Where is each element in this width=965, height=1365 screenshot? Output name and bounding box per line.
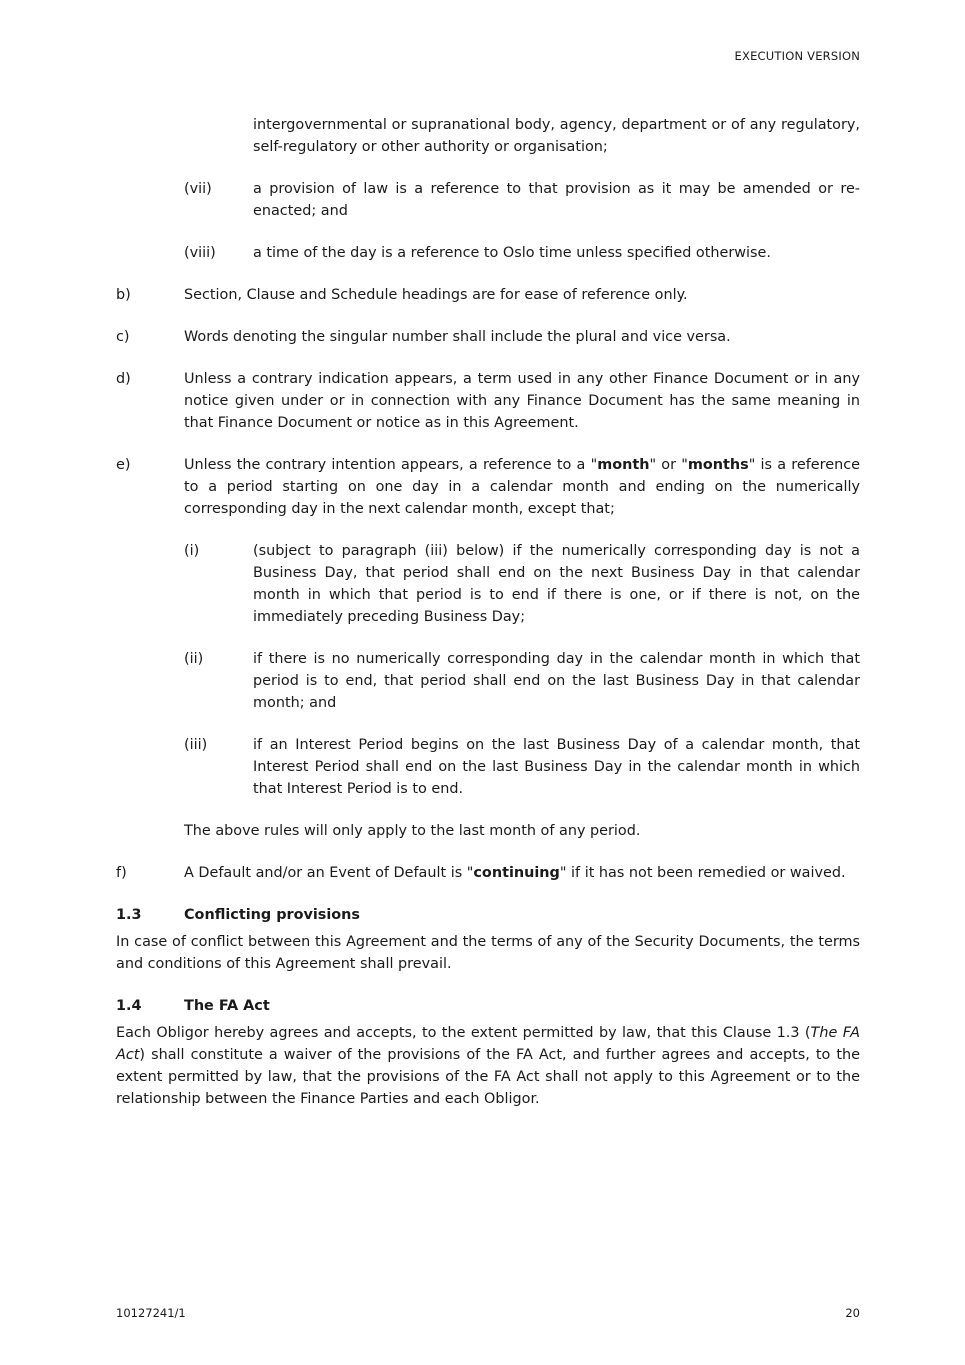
defined-term-continuing: continuing [473, 865, 560, 881]
list-text: A Default and/or an Event of Default is "continuing" if it has not been remedied or waived. [184, 865, 846, 881]
rules-note: The above rules will only apply to the last month of any period. [184, 823, 641, 839]
section-heading-1-3 [116, 904, 860, 926]
list-label: d) [116, 371, 131, 387]
section-1-3-text: In case of conflict between this Agreement and the terms of any of the Security Documents, the terms and conditions of this Agreement shall prevail. [116, 934, 860, 972]
document-id: 10127241/1 [116, 1306, 186, 1320]
list-label: (iii) [184, 737, 208, 753]
list-text: Section, Clause and Schedule headings are for ease of reference only. [184, 287, 688, 303]
list-item-c [116, 326, 860, 348]
section-number: 1.4 [116, 998, 142, 1014]
document-body [116, 114, 860, 1130]
list-item-vii [116, 178, 860, 222]
list-label: f) [116, 865, 127, 881]
list-text: Unless a contrary indication appears, a term used in any other Finance Document or in any notice given under or in connection with any Finance Document has the same meaning in that Finance Document or notice as in this Agreement. [184, 371, 860, 431]
clause-reference-italic: The FA Act [116, 1025, 860, 1063]
continuation-text: intergovernmental or supranational body, agency, department or of any regulatory, self-regulatory or other authority or organisation; [253, 117, 860, 155]
list-label: (viii) [184, 245, 216, 261]
list-text: a provision of law is a reference to that provision as it may be amended or re-enacted; and [253, 181, 860, 219]
list-text: (subject to paragraph (iii) below) if the numerically corresponding day is not a Business Day, that period shall end on the next Business Day in that calendar month in which that period is to end if there is one, or if there is not, on the immediately preceding Business Day; [253, 543, 860, 625]
list-text: if an Interest Period begins on the last Business Day of a calendar month, that Interest Period shall end on the last Business Day in the calendar month in which that Interest Period is to end. [253, 737, 860, 797]
list-item-f [116, 862, 860, 884]
list-label: (i) [184, 543, 200, 559]
list-item-ii [116, 648, 860, 714]
list-label: b) [116, 287, 131, 303]
section-title: Conflicting provisions [184, 907, 360, 923]
list-item-iii [116, 734, 860, 800]
defined-term-month: month [597, 457, 650, 473]
page-number: 20 [845, 1306, 860, 1320]
section-1-4-text: Each Obligor hereby agrees and accepts, to the extent permitted by law, that this Clause 1.3 (The FA Act) shall constitute a waiver of the provisions of the FA Act, and further agrees and accepts, to the extent permitted by law, that the provisions of the FA Act shall not apply to this Agreement or to the relationship between the Finance Parties and each Obligor. [116, 1025, 860, 1107]
list-item-i [116, 540, 860, 628]
section-number: 1.3 [116, 907, 142, 923]
defined-term-months: months [687, 457, 749, 473]
list-label: (vii) [184, 181, 212, 197]
list-text: Words denoting the singular number shall include the plural and vice versa. [184, 329, 731, 345]
section-heading-1-4 [116, 995, 860, 1017]
list-item-viii [116, 242, 860, 264]
list-text: a time of the day is a reference to Oslo time unless specified otherwise. [253, 245, 771, 261]
list-text: if there is no numerically corresponding day in the calendar month in which that period is to end, that period shall end on the last Business Day in that calendar month; and [253, 651, 860, 711]
execution-version-label: EXECUTION VERSION [734, 49, 860, 63]
list-label: (ii) [184, 651, 204, 667]
list-text: Unless the contrary intention appears, a reference to a "month" or "months" is a reference to a period starting on one day in a calendar month and ending on the numerically corresponding day in the next calendar month, except that; [184, 457, 861, 517]
list-label: e) [116, 457, 131, 473]
list-item-d [116, 368, 860, 434]
list-item-b [116, 284, 860, 306]
list-item-e [116, 454, 860, 520]
list-label: c) [116, 329, 130, 345]
section-title: The FA Act [184, 998, 270, 1014]
